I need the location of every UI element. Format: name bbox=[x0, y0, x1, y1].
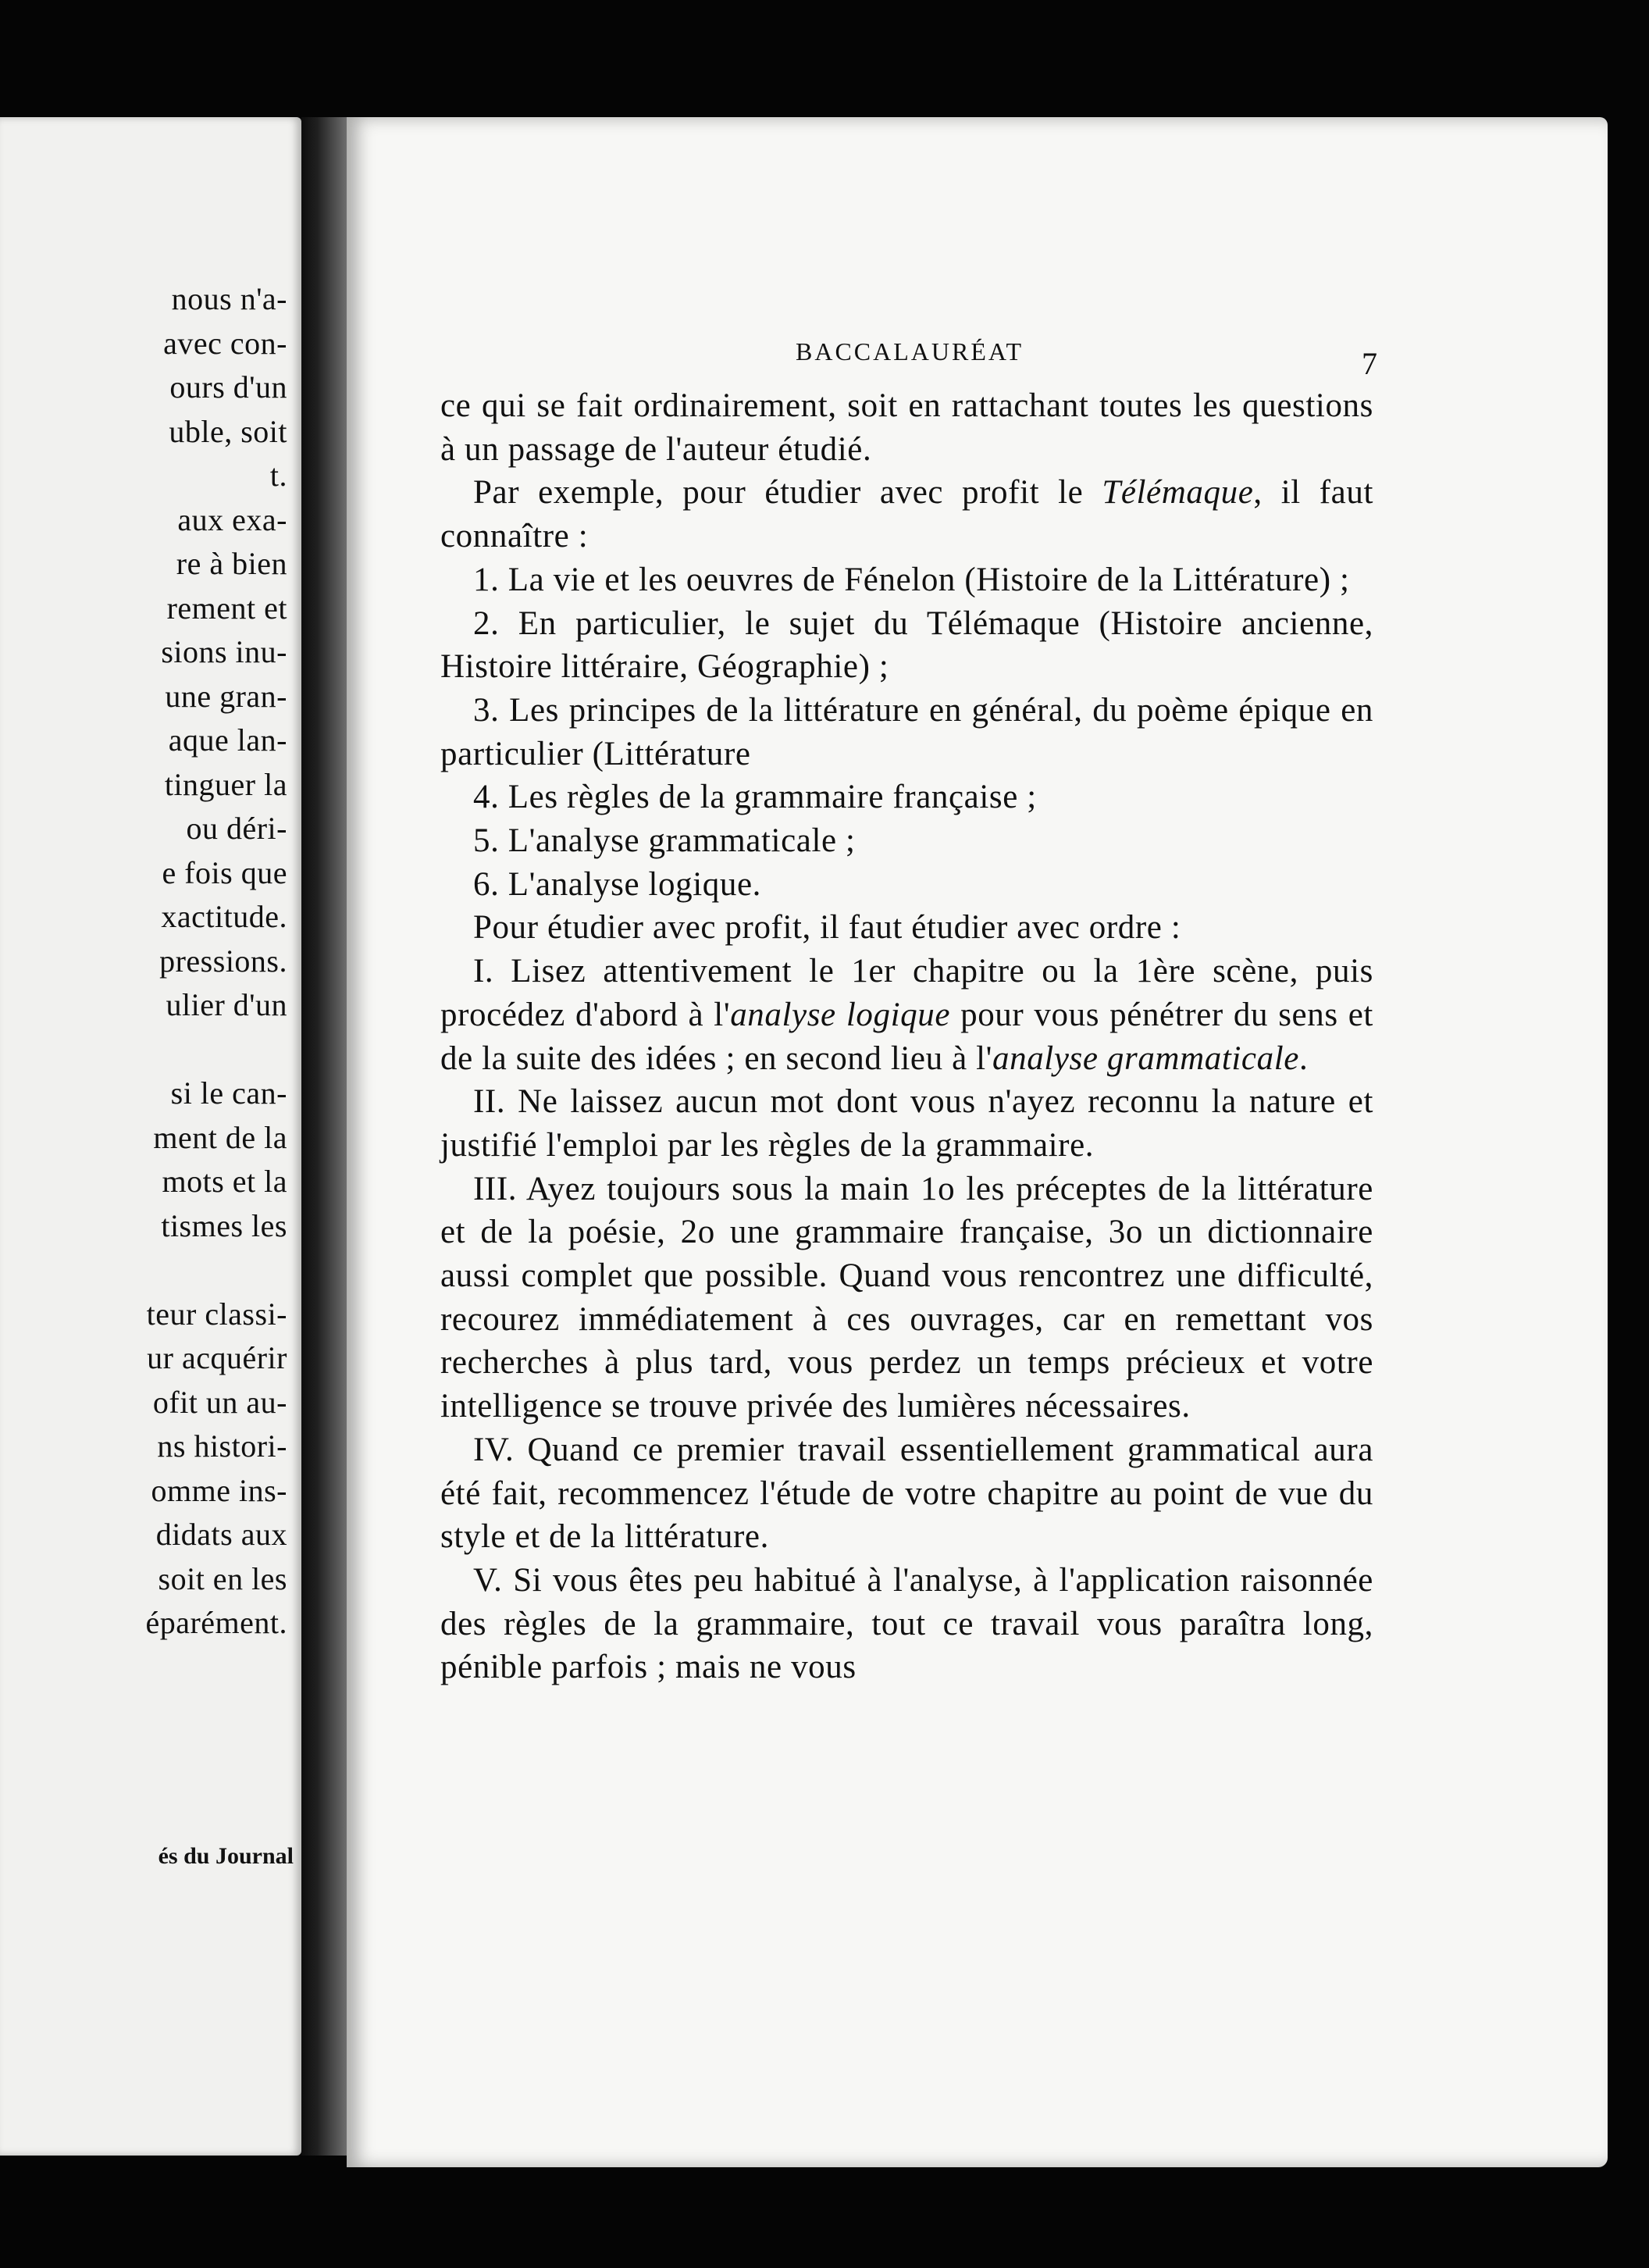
left-page-line: tismes les bbox=[161, 1207, 287, 1243]
text-run: . bbox=[1298, 1040, 1309, 1077]
left-page-line: mots et la bbox=[162, 1164, 287, 1199]
right-page bbox=[347, 117, 1608, 2167]
left-page-line: ofit un au- bbox=[152, 1384, 287, 1420]
left-page-line: rement et bbox=[166, 590, 287, 626]
body-paragraph bbox=[440, 819, 1373, 863]
body-paragraph bbox=[440, 1080, 1373, 1167]
body-paragraph bbox=[440, 558, 1373, 602]
left-page-line: ns histori- bbox=[157, 1428, 287, 1464]
body-paragraph bbox=[440, 950, 1373, 1080]
left-page-line: soit en les bbox=[158, 1560, 287, 1596]
text-run: V. Si vous êtes peu habitué à l'analyse, à l'application raisonnée des règles de la grammaire, tout ce travail vous paraîtra long, pénible parfois ; mais ne vous bbox=[440, 1561, 1373, 1686]
left-page-line: xactitude. bbox=[161, 899, 287, 934]
left-page-line: si le can- bbox=[170, 1075, 287, 1111]
italic-phrase: analyse grammaticale bbox=[992, 1040, 1299, 1077]
text-run: 5. L'analyse grammaticale ; bbox=[473, 822, 856, 860]
page-number: 7 bbox=[1362, 346, 1377, 381]
text-run: Pour étudier avec profit, il faut étudier avec ordre : bbox=[473, 909, 1181, 947]
left-page-line: omme ins- bbox=[151, 1472, 287, 1508]
left-page-line: sions inu- bbox=[161, 634, 287, 669]
left-page-footnote: és du Journal bbox=[158, 1843, 294, 1869]
page-body-text bbox=[440, 384, 1373, 1689]
left-page-line: pressions. bbox=[159, 943, 287, 979]
left-page-line: uble, soit bbox=[169, 413, 287, 449]
body-paragraph bbox=[440, 906, 1373, 950]
body-paragraph bbox=[440, 1428, 1373, 1559]
left-page-line: ours d'un bbox=[169, 369, 287, 405]
body-paragraph bbox=[440, 602, 1373, 689]
text-run: III. Ayez toujours sous la main 1o les préceptes de la littérature et de la poésie, 2o une grammaire française, 3o un dictionnaire aussi complet que possible. Quand vous rencontrez une difficulté, recourez immédiatement à ces ouvrages, car en remettant vos recherches à plus tard, vous perdez un temps précieux et votre intelligence se trouve privée des lumières nécessaires. bbox=[440, 1170, 1373, 1425]
text-run: Par exemple, pour étudier avec profit le bbox=[473, 474, 1102, 512]
left-page-line: didats aux bbox=[155, 1517, 287, 1552]
left-page-line: une gran- bbox=[165, 678, 287, 714]
left-page-line: ment de la bbox=[153, 1119, 287, 1155]
text-run: 6. L'analyse logique. bbox=[473, 865, 762, 903]
left-page-line: aux exa- bbox=[177, 501, 287, 537]
text-run: I. Lisez attentivement le 1er chapitre ou la 1ère scène, puis procédez d'abord à l' bbox=[440, 953, 1373, 1033]
text-run: , il faut connaître : bbox=[440, 474, 1373, 555]
left-page bbox=[0, 117, 301, 2156]
left-page-line: tinguer la bbox=[164, 766, 287, 802]
body-paragraph bbox=[440, 1168, 1373, 1428]
italic-phrase: Télémaque bbox=[1102, 474, 1254, 512]
text-run: 3. Les principes de la littérature en général, du poème épique en particulier (Littérature bbox=[440, 691, 1373, 772]
text-run: 1. La vie et les oeuvres de Fénelon (Histoire de la Littérature) ; bbox=[473, 561, 1350, 598]
left-page-line: re à bien bbox=[176, 546, 287, 581]
body-paragraph bbox=[440, 1559, 1373, 1689]
text-run: II. Ne laissez aucun mot dont vous n'ayez reconnu la nature et justifié l'emploi par les règles de la grammaire. bbox=[440, 1083, 1373, 1164]
body-paragraph bbox=[440, 689, 1373, 776]
italic-phrase: analyse logique bbox=[730, 996, 951, 1033]
left-page-line: ur acquérir bbox=[147, 1340, 287, 1375]
left-page-line: éparément. bbox=[145, 1605, 287, 1640]
left-page-line: teur classi- bbox=[146, 1296, 287, 1332]
left-page-line: t. bbox=[269, 458, 287, 493]
left-page-line: ulier d'un bbox=[166, 987, 287, 1022]
left-page-line: e fois que bbox=[162, 854, 287, 890]
text-run: IV. Quand ce premier travail essentiellement grammatical aura été fait, recommencez l'étude de votre chapitre au point de vue du style et de la littérature. bbox=[440, 1431, 1373, 1556]
body-paragraph bbox=[440, 863, 1373, 907]
text-run: 4. Les règles de la grammaire française ; bbox=[473, 779, 1037, 816]
left-page-line: ou déri- bbox=[186, 811, 287, 846]
body-paragraph bbox=[440, 471, 1373, 558]
left-page-line: aque lan- bbox=[168, 722, 287, 758]
body-paragraph bbox=[440, 776, 1373, 819]
text-run: 2. En particulier, le sujet du Télémaque (Histoire ancienne, Histoire littéraire, Géographie) ; bbox=[440, 604, 1373, 686]
left-page-line: avec con- bbox=[163, 325, 287, 361]
body-paragraph bbox=[440, 384, 1373, 471]
text-run: pour vous pénétrer du sens et de la suite des idées ; en second lieu à l' bbox=[440, 996, 1373, 1077]
left-page-line: nous n'a- bbox=[171, 281, 287, 316]
book-gutter bbox=[301, 117, 347, 2156]
running-head: BACCALAURÉAT bbox=[796, 337, 1024, 366]
text-run: ce qui se fait ordinairement, soit en rattachant toutes les questions à un passage de l'auteur étudié. bbox=[440, 387, 1373, 468]
